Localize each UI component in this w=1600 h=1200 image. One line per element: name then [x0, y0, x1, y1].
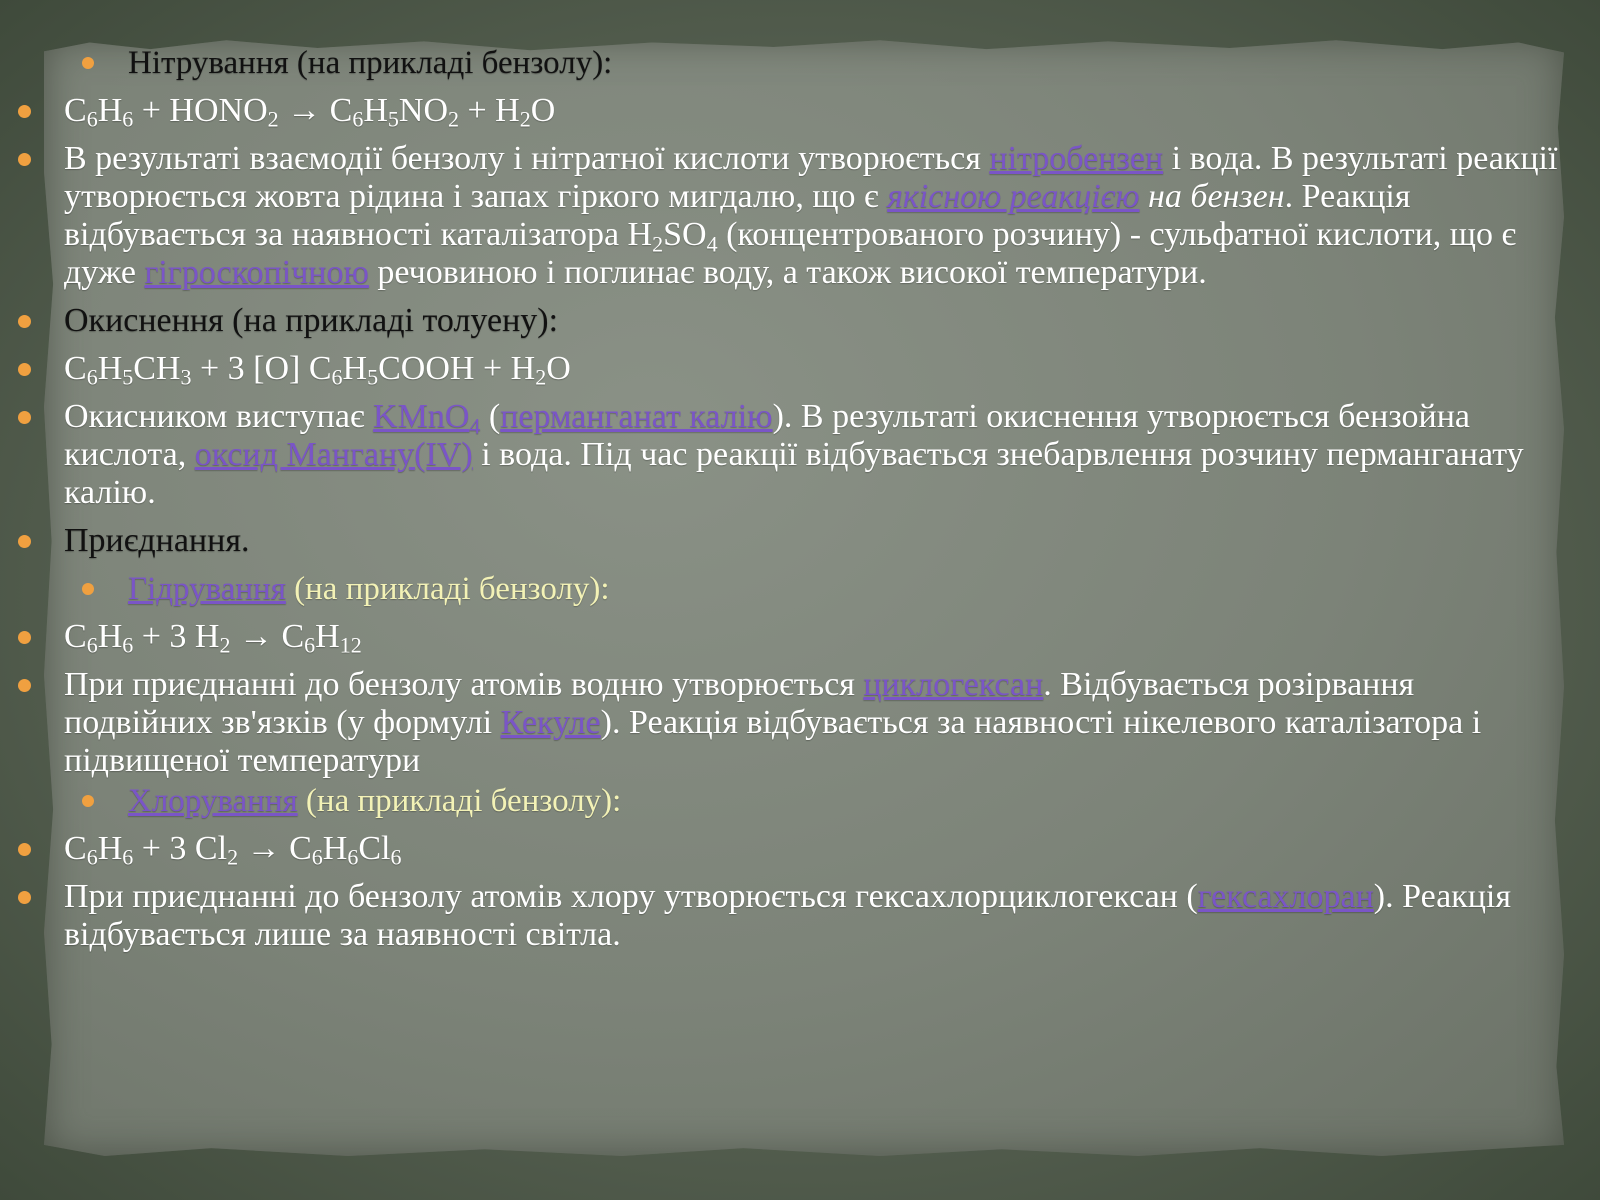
- bullet-icon: [18, 679, 31, 692]
- link-chlorination[interactable]: Хлорування: [128, 783, 298, 819]
- link-manganese-oxide[interactable]: оксид Мангану(IV): [194, 436, 473, 473]
- link-nitrobenzene[interactable]: нітробензен: [989, 140, 1164, 177]
- bullet-icon: [82, 583, 94, 595]
- chlorination-heading: Хлорування (на прикладі бензолу):: [0, 782, 1600, 820]
- bullet-list: [0, 44, 1600, 954]
- link-kmno4[interactable]: KMnO$_4$: [373, 398, 481, 439]
- link-hydrogenation[interactable]: Гідрування: [128, 571, 286, 607]
- nitration-heading: Нітрування (на прикладі бензолу):: [0, 44, 1600, 82]
- hydrogenation-description: При приєднанні до бензолу атомів водню утворюється циклогексан. Відбувається розірвання подвійних зв'язків (у формулі Кекуле). Реакція відбувається за наявності нікелевого каталізатора і підвищеної температури: [0, 666, 1600, 780]
- hydrogenation-heading: Гідрування (на прикладі бензолу):: [0, 570, 1600, 608]
- bullet-icon: [18, 535, 31, 548]
- bullet-icon: [18, 105, 31, 118]
- bullet-icon: [18, 153, 31, 166]
- bullet-icon: [18, 411, 31, 424]
- link-hygroscopic[interactable]: гігроскопічною: [144, 254, 369, 291]
- bullet-icon: [82, 57, 94, 69]
- nitration-equation: $C_6H_6$ + $HONO_2 \to C_6H_5NO_2 + H_2O$: [0, 92, 1600, 130]
- chlorination-equation: $C_6H_6 + 3$ $Cl_2 \to C_6H_6Cl_6$: [0, 830, 1600, 868]
- chlorination-description: При приєднанні до бензолу атомів хлору утворюється гексахлорциклогексан (гексахлоран). Реакція відбувається лише за наявності світла.: [0, 878, 1600, 954]
- oxidation-heading: Окиснення (на прикладі толуену):: [0, 302, 1600, 340]
- link-qualitative-reaction[interactable]: якісною реакцією: [887, 178, 1140, 215]
- hydrogenation-equation: $C_6H_6 + 3$ $H_2 \to C_6H_{12}$: [0, 618, 1600, 656]
- nitration-description: В результаті взаємодії бензолу і нітратної кислоти утворюється нітробензен і вода. В результаті реакції утворюється жовта рідина і запах гіркого мигдалю, що є якісною реакцією на бензен. Реакція відбувається за наявності каталізатора $H_2SO_4$ (концентрованого розчину) - сульфатної кислоти, що є дуже гігроскопічною речовиною і поглинає воду, а також високої температури.: [0, 140, 1600, 292]
- link-potassium-permanganate[interactable]: перманганат калію: [500, 398, 773, 435]
- bullet-icon: [18, 843, 31, 856]
- bullet-icon: [18, 315, 31, 328]
- slide-content: [0, 44, 1600, 964]
- link-hexachlorane[interactable]: гексахлоран: [1197, 878, 1374, 915]
- link-kekule[interactable]: Кекуле: [500, 704, 601, 741]
- bullet-icon: [82, 795, 94, 807]
- oxidation-equation: $C_6H_5CH_3 + 3$ [O] $C_6H_5COOH + H_2O$: [0, 350, 1600, 388]
- link-cyclohexane[interactable]: циклогексан: [863, 666, 1044, 703]
- bullet-icon: [18, 363, 31, 376]
- addition-heading: Приєднання.: [0, 522, 1600, 560]
- bullet-icon: [18, 631, 31, 644]
- bullet-icon: [18, 891, 31, 904]
- oxidation-description: Окисником виступає KMnO$_4$ (перманганат калію). В результаті окиснення утворюється бензойна кислота, оксид Мангану(IV) і вода. Під час реакції відбувається знебарвлення розчину перманганату калію.: [0, 398, 1600, 512]
